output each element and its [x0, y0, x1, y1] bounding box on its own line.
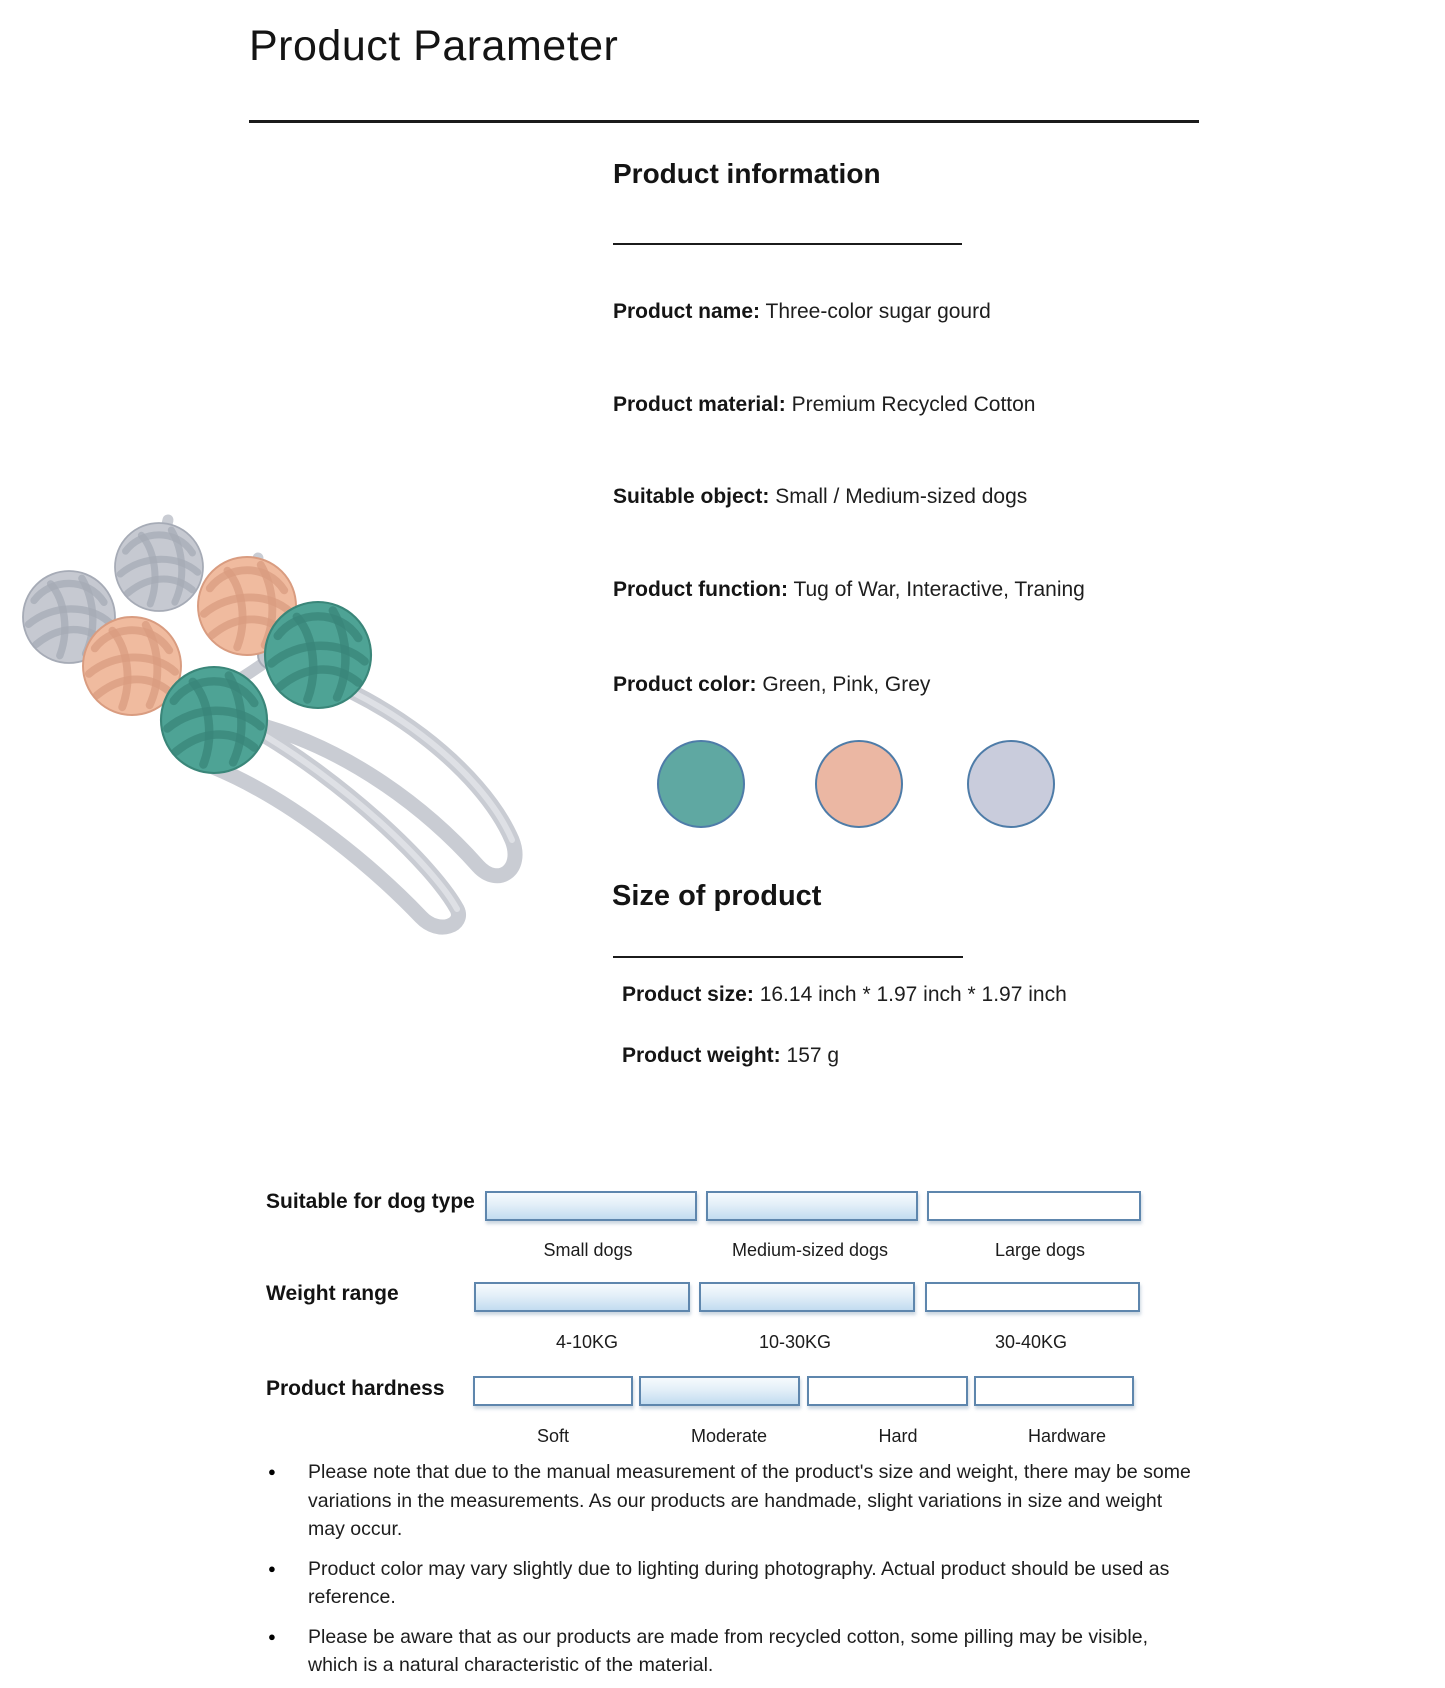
field-product-size-label: Product size:	[622, 983, 754, 1006]
size-of-product-divider	[613, 956, 963, 958]
notes-list	[268, 1458, 1208, 1688]
bullet-icon: ●	[268, 1560, 276, 1576]
field-product-material	[613, 393, 1035, 417]
spec-option-label-large-dogs: Large dogs	[994, 1240, 1086, 1260]
spec-row-label-weight-range: Weight range	[266, 1282, 399, 1305]
field-product-size	[622, 983, 1067, 1007]
spec-option-label-moderate: Moderate	[690, 1426, 768, 1446]
spec-box-10-30kg	[699, 1282, 915, 1312]
field-product-material-label: Product material:	[613, 393, 786, 416]
spec-row-label-dog-type: Suitable for dog type	[266, 1190, 475, 1213]
note-text: Please be aware that as our products are made from recycled cotton, some pilling may be visible, which is a natural characteristic of the material.	[308, 1625, 1148, 1676]
spec-option-label-4-10kg: 4-10KG	[555, 1332, 619, 1352]
bullet-icon: ●	[268, 1464, 276, 1479]
field-product-name-label: Product name:	[613, 300, 761, 323]
color-swatch-pink	[815, 740, 903, 828]
page-title: Product Parameter	[249, 22, 619, 70]
color-swatch-green	[657, 740, 745, 828]
field-product-size-value: 16.14 inch * 1.97 inch * 1.97 inch	[759, 983, 1067, 1006]
spec-box-soft	[473, 1376, 633, 1406]
spec-box-4-10kg	[474, 1282, 690, 1312]
spec-box-medium-dogs	[706, 1191, 918, 1221]
knot-ball-green-back	[265, 602, 371, 708]
field-product-function-value: Tug of War, Interactive, Traning	[793, 578, 1085, 601]
spec-option-label-10-30kg: 10-30KG	[758, 1332, 832, 1352]
section-heading-product-information: Product information	[613, 158, 881, 189]
field-product-material-value: Premium Recycled Cotton	[791, 393, 1036, 416]
bullet-icon: ●	[268, 1628, 276, 1644]
spec-box-hard	[807, 1376, 968, 1406]
note-item	[268, 1623, 1208, 1680]
field-product-color	[613, 673, 930, 697]
field-product-color-label: Product color:	[613, 673, 757, 696]
field-product-color-value: Green, Pink, Grey	[762, 673, 931, 696]
note-item	[268, 1555, 1208, 1612]
field-product-name	[613, 300, 991, 324]
spec-option-label-hard: Hard	[878, 1426, 918, 1446]
section-heading-size-of-product: Size of product	[612, 880, 822, 912]
note-item	[268, 1458, 1208, 1544]
spec-box-hardware	[974, 1376, 1134, 1406]
field-product-function	[613, 578, 1085, 602]
title-divider	[249, 120, 1199, 123]
spec-option-label-hardware: Hardware	[1027, 1426, 1107, 1446]
spec-box-moderate	[639, 1376, 800, 1406]
field-product-function-label: Product function:	[613, 578, 788, 601]
spec-row-label-product-hardness: Product hardness	[266, 1377, 445, 1400]
product-information-divider	[613, 243, 962, 245]
spec-box-small-dogs	[485, 1191, 697, 1221]
field-suitable-object	[613, 485, 1027, 509]
spec-option-label-medium-dogs: Medium-sized dogs	[731, 1240, 889, 1260]
field-suitable-object-label: Suitable object:	[613, 485, 770, 508]
spec-option-label-small-dogs: Small dogs	[543, 1240, 633, 1260]
spec-box-30-40kg	[925, 1282, 1140, 1312]
spec-option-label-30-40kg: 30-40KG	[994, 1332, 1068, 1352]
note-text: Product color may vary slightly due to lighting during photography. Actual product should be used as reference.	[308, 1557, 1170, 1608]
field-product-weight-value: 157 g	[786, 1044, 840, 1067]
field-product-name-value: Three-color sugar gourd	[765, 300, 991, 323]
knot-ball-grey-back	[115, 523, 203, 611]
field-product-weight-label: Product weight:	[622, 1044, 781, 1067]
spec-box-large-dogs	[927, 1191, 1141, 1221]
field-suitable-object-value: Small / Medium-sized dogs	[775, 485, 1028, 508]
color-swatch-grey	[967, 740, 1055, 828]
note-text: Please note that due to the manual measurement of the product's size and weight, there may be some variations in the measurements. As our products are handmade, slight variations in size and weight may occur.	[308, 1461, 1191, 1540]
knot-ball-green-front	[161, 667, 267, 773]
product-photo	[10, 468, 575, 953]
spec-option-label-soft: Soft	[536, 1426, 570, 1446]
field-product-weight	[622, 1044, 839, 1068]
